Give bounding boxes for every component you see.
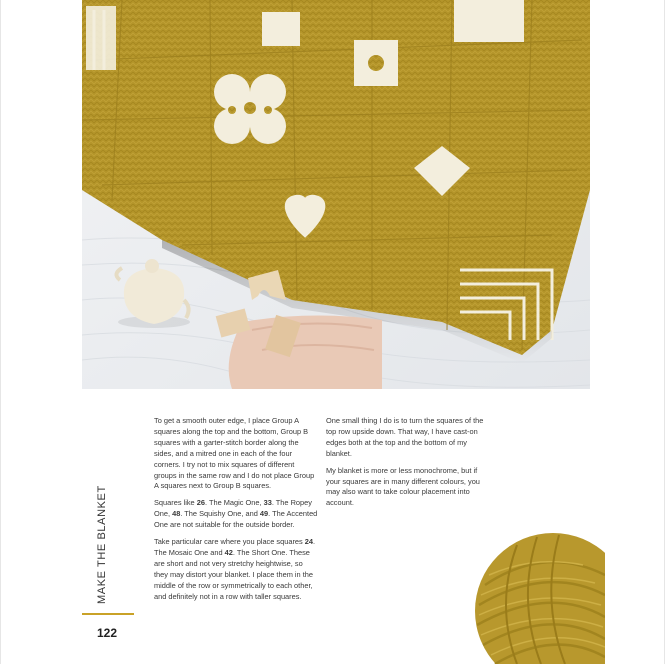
- accent-rule: [82, 613, 134, 615]
- text-column-2: [326, 416, 490, 515]
- blanket-photo: [82, 0, 590, 389]
- paragraph-unsuitable-squares: Squares like 26. The Magic One, 33. The Ropey One, 48. The Squishy One, and 49. The Accented One are not suitable for the outside border.: [154, 498, 318, 530]
- blanket-photo-art: [82, 0, 590, 389]
- text-column-1: [154, 416, 318, 609]
- paragraph-top-row: One small thing I do is to turn the squares of the top row upside down. That way, I have cast-on edges both at the top and the bottom of my blanket.: [326, 416, 484, 458]
- paragraph-colour-placement: My blanket is more or less monochrome, but if your squares are in many different colours, you may also want to take colour placement into account.: [326, 465, 480, 508]
- paragraph-short-squares: Take particular care where you place squares 24. The Mosaic One and 42. The Short One. These are short and not very stretchy heightwise, so they may distort your blanket. I place them in the middle of the row or symmetrically to each other, and definitely not in a row with taller squares.: [154, 537, 316, 601]
- page-number: 122: [97, 626, 118, 640]
- paragraph-layout-rules: To get a smooth outer edge, I place Group A squares along the top and the bottom, Group B squares with a garter-stitch border along the sides, and a mitred one in each of the four corners. I try not to mix squares of different groups in the same row and I do not place Group A squares next to Group B squares.: [154, 416, 315, 491]
- section-label: MAKE THE BLANKET: [96, 485, 108, 604]
- yarn-ball-art: [455, 525, 605, 664]
- yarn-ball-image: [455, 525, 605, 664]
